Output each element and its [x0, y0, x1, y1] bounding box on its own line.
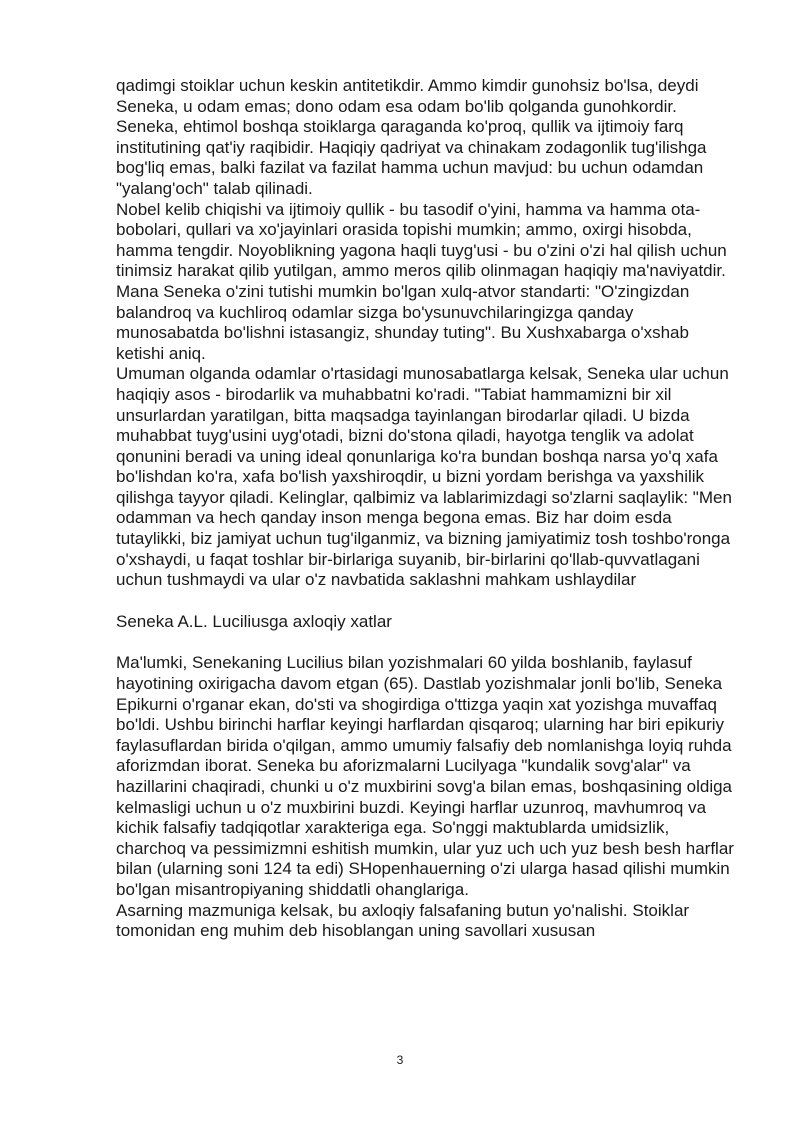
paragraph-slavery: Seneka, ehtimol boshqa stoiklarga qaraganda ko'proq, qullik va ijtimoiy farq institutining qat'iy raqibidir. Haqiqiy qadriyat va chinakam zodagonlik tug'ilishga bog'liq emas, balki fazilat va fazilat hamma uchun mavjud: bu uchun odamdan "yalang'och" talab qilinadi. [116, 117, 707, 198]
section-heading: Seneka A.L. Luciliusga axloqiy xatlar [116, 611, 392, 631]
paragraph-nobility: Nobel kelib chiqishi va ijtimoiy qullik - bu tasodif o'yini, hamma va hamma ota-bobolari, qullari va xo'jayinlari orasida topishi mumkin; ammo, oxirgi hisobda, hamma tengdir. Noyoblikning yagona haqli tuyg'usi - bu o'zini o'zi hal qilish uchun tinimsiz harakat qilib yutilgan, ammo meros qilib olinmagan haqiqiy ma'naviyatdir. Mana Seneka o'zini tutishi mumkin bo'lgan xulq-atvor standarti: "O'zingizdan balandroq va kuchliroq odamlar sizga bo'ysunuvchilaringizga qanday munosabatda bo'lishni istasangiz, shunday tuting". Bu Xushxabarga o'xshab ketishi aniq. [116, 199, 727, 363]
paragraph-correspondence: Ma'lumki, Senekaning Lucilius bilan yozishmalari 60 yilda boshlanib, faylasuf hayotining oxirigacha davom etgan (65). Dastlab yozishmalar jonli bo'lib, Seneka Epikurni o'rganar ekan, do'sti va shogirdiga o'ttizga yaqin xat yozishga muvaffaq bo'ldi. Ushbu birinchi harflar keyingi harflardan qisqaroq; ularning har biri epikuriy faylasuflardan birida o'qilgan, ammo umumiy falsafiy deb nomlanishga loyiq ruhda aforizmdan iborat. Seneka bu aforizmalarni Lucilyaga "kundalik sovg'alar" va hazillarini chaqiradi, chunki u o'z muxbirini sovg'a bilan emas, boshqasining oldiga kelmasligi uchun u o'z muxbirini buzdi. Keyingi harflar uzunroq, mavhumroq va kichik falsafiy tadqiqotlar xarakteriga ega. So'nggi maktublarda umidsizlik, charchoq va pessimizmni eshitish mumkin, ular yuz uch uch yuz besh besh harflar bilan (ularning soni 124 ta edi) SHopenhauerning o'zi ularga hasad qilishi mumkin bo'lgan misantropiyaning shiddatli ohanglariga. [116, 653, 734, 899]
page-number: 3 [396, 1053, 404, 1067]
paragraph-content: Asarning mazmuniga kelsak, bu axloqiy falsafaning butun yo'nalishi. Stoiklar tomonidan eng muhim deb hisoblangan uning savollari xususan [116, 900, 690, 941]
paragraph-brotherhood: Umuman olganda odamlar o'rtasidagi munosabatlarga kelsak, Seneka ular uchun haqiqiy asos - birodarlik va muhabbatni ko'radi. "Tabiat hammamizni bir xil unsurlardan yaratilgan, bitta maqsadga tayinlangan birodarlar qiladi. U bizda muhabbat tuyg'usini uyg'otadi, bizni do'stona qiladi, hayotga tenglik va adolat qonunini beradi va uning ideal qonunlariga ko'ra bundan boshqa narsa yo'q xafa bo'lishdan ko'ra, xafa bo'lish yaxshiroqdir, u bizni yordam berishga va yaxshilik qilishga tayyor qiladi. Kelinglar, qalbimiz va lablarimizdagi so'zlarni saqlaylik: "Men odamman va hech qanday inson menga begona emas. Biz har doim esda tutaylikki, biz jamiyat uchun tug'ilganmiz, va bizning jamiyatimiz tosh toshbo'ronga o'xshaydi, u faqat toshlar bir-birlariga suyanib, bir-birlarini qo'llab-quvvatlagani uchun tushmaydi va ular o'z navbatida saklashni mahkam ushlaydilar [116, 364, 732, 590]
paragraph-stoics-sin: qadimgi stoiklar uchun keskin antitetikdir. Ammo kimdir gunohsiz bo'lsa, deydi Seneka, u odam emas; dono odam esa odam bo'lib qolganda gunohkordir. [116, 76, 699, 116]
document-page [116, 76, 738, 942]
